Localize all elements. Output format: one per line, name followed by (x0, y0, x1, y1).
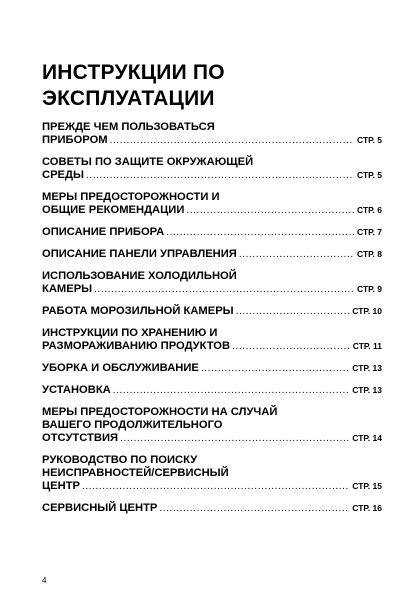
toc-entry-title-line: РАЗМОРАЖИВАНИЮ ПРОДУКТОВ (42, 340, 231, 352)
dot-leader (186, 204, 354, 217)
dot-leader (120, 432, 349, 445)
toc-entry (42, 327, 382, 353)
dot-leader (232, 340, 350, 353)
dot-leader (86, 169, 354, 182)
toc-entry (42, 270, 382, 296)
dot-leader (166, 226, 354, 239)
toc-page-reference: СТР. 13 (352, 385, 382, 395)
toc-entry-last-line (42, 283, 382, 296)
toc-entry-last-line (42, 204, 382, 217)
toc-page-reference: СТР. 16 (352, 503, 382, 513)
page-title-line-2: ЭКСПЛУАТАЦИИ (42, 87, 215, 110)
toc-entry-title-line: СРЕДЫ (42, 169, 84, 181)
toc-entry-last-line (42, 226, 382, 239)
toc-entry (42, 406, 382, 445)
toc-entry-title-line: ОПИСАНИЕ ПАНЕЛИ УПРАВЛЕНИЯ (42, 248, 237, 260)
toc-entry-title-line: ПРЕЖДЕ ЧЕМ ПОЛЬЗОВАТЬСЯ (42, 121, 215, 133)
toc-entry-title-line: ОБЩИЕ РЕКОМЕНДАЦИИ (42, 204, 185, 216)
toc-entry-last-line (42, 384, 382, 397)
toc-entry-title-line: ВАШЕГО ПРОДОЛЖИТЕЛЬНОГО (42, 419, 223, 431)
table-of-contents (42, 121, 382, 524)
toc-entry-title-line: РАБОТА МОРОЗИЛЬНОЙ КАМЕРЫ (42, 305, 234, 317)
toc-entry-last-line (42, 305, 382, 318)
toc-entry-title-line: ИСПОЛЬЗОВАНИЕ ХОЛОДИЛЬНОЙ (42, 270, 237, 282)
dot-leader (159, 502, 349, 515)
toc-entry-last-line (42, 134, 382, 147)
toc-entry-title-line: СЕРВИСНЫЙ ЦЕНТР (42, 502, 158, 514)
toc-page-reference: СТР. 5 (357, 135, 382, 145)
toc-entry-title-line: ЦЕНТР (42, 480, 81, 492)
toc-page-reference: СТР. 8 (357, 249, 382, 259)
toc-entry-last-line (42, 432, 382, 445)
toc-entry-title-line: УСТАНОВКА (42, 384, 111, 396)
dot-leader (94, 283, 354, 296)
toc-entry (42, 362, 382, 375)
toc-entry-last-line (42, 480, 382, 493)
dot-leader (236, 305, 350, 318)
toc-entry-title-line: НЕИСПРАВНОСТЕЙ/СЕРВИСНЫЙ (42, 467, 229, 479)
toc-entry (42, 248, 382, 261)
toc-entry-title-line: ИНСТРУКЦИИ ПО ХРАНЕНИЮ И (42, 327, 218, 339)
toc-entry-title-line: МЕРЫ ПРЕДОСТОРОЖНОСТИ НА СЛУЧАЙ (42, 406, 278, 418)
toc-entry (42, 384, 382, 397)
toc-entry-title-line: МЕРЫ ПРЕДОСТОРОЖНОСТИ И (42, 191, 220, 203)
toc-entry (42, 121, 382, 147)
toc-page-reference: СТР. 6 (357, 205, 382, 215)
toc-page-reference: СТР. 7 (357, 227, 382, 237)
toc-entry (42, 305, 382, 318)
toc-entry-last-line (42, 248, 382, 261)
page-number: 4 (42, 576, 47, 585)
toc-page-reference: СТР. 15 (352, 481, 382, 491)
toc-entry (42, 226, 382, 239)
dot-leader (110, 134, 354, 147)
toc-page-reference: СТР. 13 (352, 363, 382, 373)
dot-leader (239, 248, 354, 261)
toc-entry-title-line: УБОРКА И ОБСЛУЖИВАНИЕ (42, 362, 199, 374)
toc-entry-title-line: ОПИСАНИЕ ПРИБОРА (42, 226, 165, 238)
toc-page-reference: СТР. 5 (357, 170, 382, 180)
toc-entry-last-line (42, 169, 382, 182)
toc-entry-title-line: РУКОВОДСТВО ПО ПОИСКУ (42, 454, 198, 466)
toc-page-reference: СТР. 14 (352, 433, 382, 443)
toc-page-reference: СТР. 11 (352, 341, 382, 351)
toc-entry-title-line: ПРИБОРОМ (42, 134, 108, 146)
page-title-line-1: ИНСТРУКЦИИ ПО (42, 61, 225, 84)
toc-entry (42, 502, 382, 515)
toc-entry (42, 156, 382, 182)
toc-entry-last-line (42, 502, 382, 515)
dot-leader (82, 480, 349, 493)
toc-page-reference: СТР. 9 (357, 284, 382, 294)
toc-entry (42, 454, 382, 493)
dot-leader (201, 362, 349, 375)
dot-leader (113, 384, 350, 397)
toc-page-reference: СТР. 10 (352, 306, 382, 316)
toc-entry-last-line (42, 340, 382, 353)
toc-entry (42, 191, 382, 217)
toc-entry-title-line: КАМЕРЫ (42, 283, 93, 295)
page-title (42, 60, 225, 112)
toc-entry-title-line: СОВЕТЫ ПО ЗАЩИТЕ ОКРУЖАЮЩЕЙ (42, 156, 254, 168)
toc-entry-title-line: ОТСУТСТВИЯ (42, 432, 119, 444)
toc-entry-last-line (42, 362, 382, 375)
